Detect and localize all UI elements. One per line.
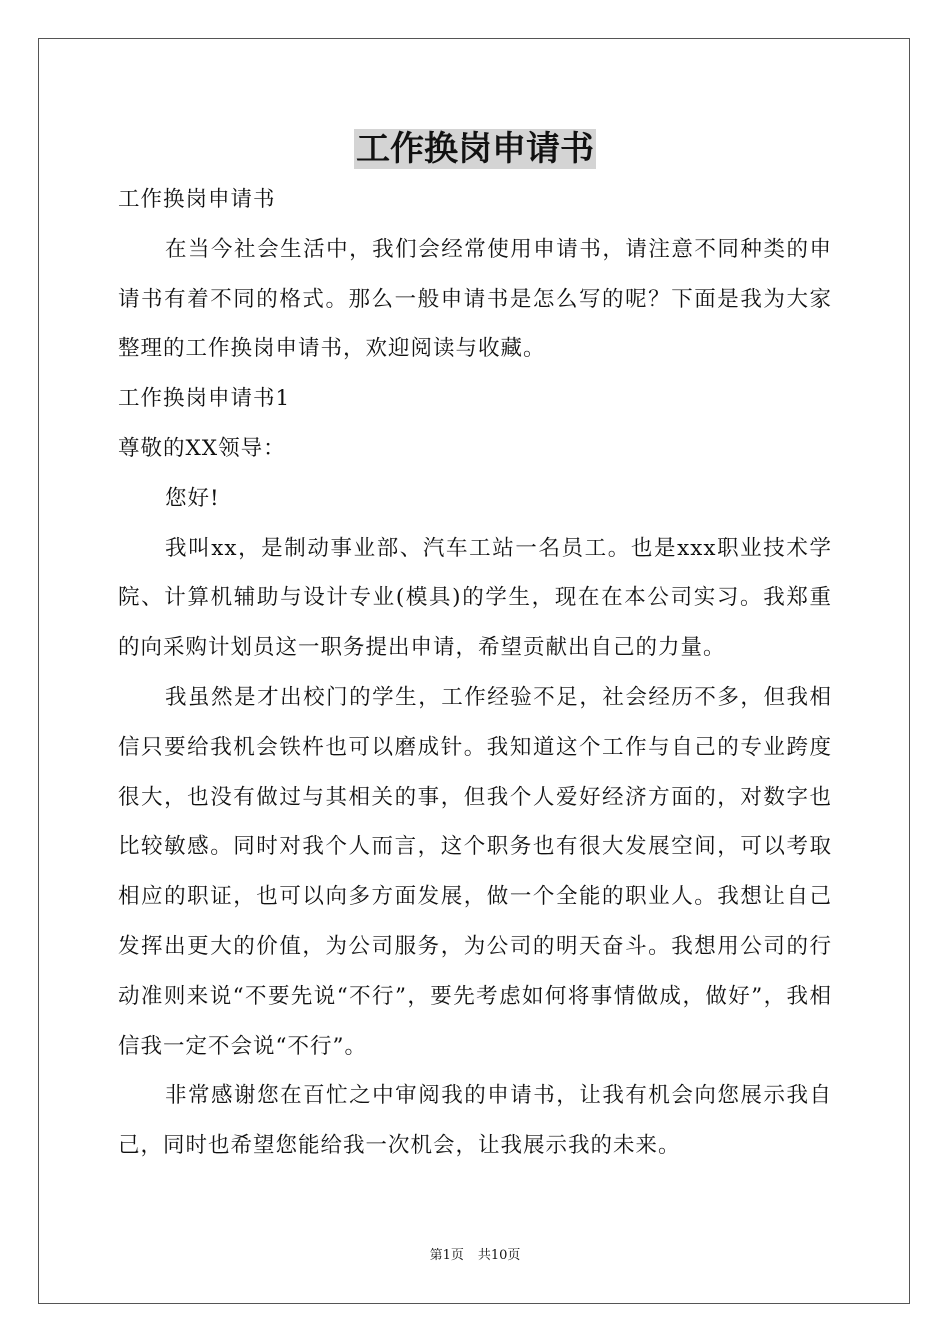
subtitle-paragraph: 工作换岗申请书 (118, 187, 276, 212)
greeting: 您好! (165, 485, 220, 511)
total-pages: 共10页 (477, 1248, 521, 1263)
page-number: 第1页 (429, 1248, 464, 1263)
document-body (118, 175, 832, 1171)
intro-paragraph: 在当今社会生活中，我们会经常使用申请书，请注意不同种类的申请书有着不同的格式。那么一般申请书是怎么写的呢？下面是我为大家整理的工作换岗申请书，欢迎阅读与收藏。 (118, 236, 832, 362)
document-title (0, 124, 950, 174)
document-title-text: 工作换岗申请书 (356, 129, 594, 169)
body-paragraph-1: 我叫xx，是制动事业部、汽车工站一名员工。也是xxx职业技术学院、计算机辅助与设计专业(模具)的学生，现在在本公司实习。我郑重的向采购计划员这一职务提出申请，希望贡献出自己的力量。 (118, 535, 832, 661)
body-paragraph-3: 非常感谢您在百忙之中审阅我的申请书，让我有机会向您展示我自己，同时也希望您能给我一次机会，让我展示我的未来。 (118, 1083, 832, 1159)
body-paragraph-2: 我虽然是才出校门的学生，工作经验不足，社会经历不多，但我相信只要给我机会铁杵也可以磨成针。我知道这个工作与自己的专业跨度很大，也没有做过与其相关的事，但我个人爱好经济方面的，对数字也比较敏感。同时对我个人而言，这个职务也有很大发展空间，可以考取相应的职证，也可以向多方面发展，做一个全能的职业人。我想让自己发挥出更大的价值，为公司服务，为公司的明天奋斗。我想用公司的行动准则来说“不要先说“不行”，要先考虑如何将事情做成，做好”，我相信我一定不会说“不行”。 (118, 684, 832, 1059)
section-heading: 工作换岗申请书1 (118, 386, 291, 412)
page-footer (0, 1246, 950, 1266)
salutation: 尊敬的XX领导： (118, 435, 286, 461)
